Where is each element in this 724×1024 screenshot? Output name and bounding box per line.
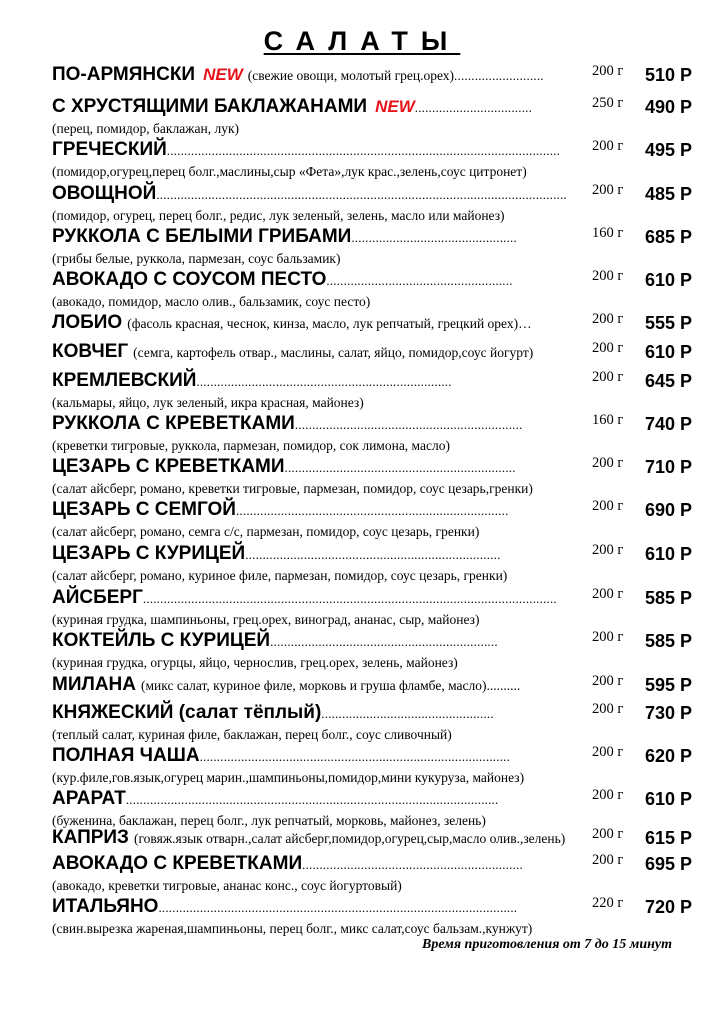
menu-item-weight: 160 г xyxy=(592,412,624,428)
menu-item-price: 595 Р xyxy=(644,675,692,695)
dot-leader: ...................................................... xyxy=(326,273,513,288)
menu-item-header xyxy=(52,339,692,365)
menu-item-header xyxy=(52,628,692,654)
preparation-time-note: Время приготовления от 7 до 15 минут xyxy=(422,937,672,952)
dot-leader: .................................................................. xyxy=(294,417,523,432)
menu-item-header xyxy=(52,137,692,163)
menu-item-weight: 200 г xyxy=(592,542,624,558)
menu-item xyxy=(52,497,692,540)
menu-item-title-line xyxy=(52,339,612,365)
menu-item-weight: 250 г xyxy=(592,95,624,111)
menu-item-price: 645 Р xyxy=(644,371,692,391)
menu-item-header xyxy=(52,851,692,877)
menu-item xyxy=(52,267,692,310)
menu-item-title-line xyxy=(52,851,612,877)
menu-item-description: (салат айсберг, романо, куриное филе, пармезан, помидор, соус цезарь, гренки) xyxy=(52,568,508,583)
dot-leader: ................................................................ xyxy=(302,857,523,872)
dot-leader: .................................. xyxy=(414,100,533,115)
dot-leader: ............................................................................................................ xyxy=(125,792,499,807)
dot-leader: .......................... xyxy=(454,68,544,83)
page-title: САЛАТЫ xyxy=(263,26,461,56)
menu-item-price: 610 Р xyxy=(644,789,692,809)
menu-item-name: МИЛАНА xyxy=(52,674,136,695)
menu-item-title-line xyxy=(52,541,612,567)
menu-item-description: (свин.вырезка жареная,шампиньоны, перец болг., микс салат,соус бальзам.,кунжут) xyxy=(52,921,533,936)
menu-item-name: ГРЕЧЕСКИЙ xyxy=(52,139,167,160)
menu-item-name: КНЯЖЕСКИЙ (салат тёплый) xyxy=(52,702,322,723)
menu-item xyxy=(52,672,692,698)
menu-item xyxy=(52,368,692,411)
menu-item-header xyxy=(52,786,692,812)
new-badge: NEW xyxy=(375,97,415,116)
menu-item-header xyxy=(52,700,692,726)
menu-item-description: (кальмары, яйцо, лук зеленый, икра красная, майонез) xyxy=(52,395,364,410)
menu-item-title-line xyxy=(52,267,612,293)
menu-item xyxy=(52,628,692,671)
dot-leader: .......................................................................... xyxy=(245,547,501,562)
menu-item-weight: 220 г xyxy=(592,895,624,911)
menu-item-weight: 200 г xyxy=(592,586,624,602)
menu-item-title-line xyxy=(52,894,612,920)
menu-item-name: ЛОБИО xyxy=(52,312,123,333)
menu-item-name: РУККОЛА С БЕЛЫМИ ГРИБАМИ xyxy=(52,226,352,247)
dot-leader: .................................................. xyxy=(321,706,494,721)
menu-item-name: С ХРУСТЯЩИМИ БАКЛАЖАНАМИ xyxy=(52,96,368,117)
menu-item-description: (салат айсберг, романо, семга с/с, пармезан, помидор, соус цезарь, гренки) xyxy=(52,524,480,539)
menu-item-weight: 200 г xyxy=(592,673,624,689)
menu-item-price: 555 Р xyxy=(644,313,692,333)
menu-item-price: 510 Р xyxy=(644,65,692,85)
menu-item-weight: 200 г xyxy=(592,629,624,645)
menu-item-title-line xyxy=(52,137,612,163)
menu-item-name: АВОКАДО С СОУСОМ ПЕСТО xyxy=(52,269,327,290)
menu-item-title-line xyxy=(52,454,612,480)
menu-item-header xyxy=(52,454,692,480)
menu-item-header xyxy=(52,62,692,88)
menu-item-weight: 200 г xyxy=(592,852,624,868)
menu-item xyxy=(52,894,692,937)
menu-item-name: ПОЛНАЯ ЧАША xyxy=(52,745,200,766)
menu-item-title-line xyxy=(52,224,612,250)
new-badge: NEW xyxy=(203,65,243,84)
menu-item-name: АЙСБЕРГ xyxy=(52,587,143,608)
menu-item-description: (салат айсберг, романо, креветки тигровые, пармезан, помидор, соус цезарь,гренки) xyxy=(52,481,533,496)
menu-item-title-line xyxy=(52,62,612,88)
menu-item xyxy=(52,743,692,786)
menu-item-price: 485 Р xyxy=(644,184,692,204)
menu-item-name: КОВЧЕГ xyxy=(52,341,129,362)
menu-item-price: 610 Р xyxy=(644,342,692,362)
menu-item xyxy=(52,137,692,180)
menu-item xyxy=(52,224,692,267)
menu-item-header xyxy=(52,310,692,336)
menu-item-price: 610 Р xyxy=(644,270,692,290)
menu-item-description: (куриная грудка, шампиньоны, грец.орех, виноград, ананас, сыр, майонез) xyxy=(52,612,480,627)
dot-leader: .......................................................................... xyxy=(196,374,452,389)
menu-item-name: ЦЕЗАРЬ С КУРИЦЕЙ xyxy=(52,543,246,564)
menu-item-title-line xyxy=(52,700,612,726)
menu-item-name: ЦЕЗАРЬ С КРЕВЕТКАМИ xyxy=(52,456,285,477)
menu-item-title-line xyxy=(52,585,612,611)
menu-item-title-line xyxy=(52,497,612,523)
menu-item-header xyxy=(52,181,692,207)
menu-item-weight: 200 г xyxy=(592,268,624,284)
menu-item-header xyxy=(52,224,692,250)
menu-item xyxy=(52,310,692,336)
menu-item-name: РУККОЛА С КРЕВЕТКАМИ xyxy=(52,413,295,434)
menu-item-name: ИТАЛЬЯНО xyxy=(52,896,159,917)
menu-item-name: АВОКАДО С КРЕВЕТКАМИ xyxy=(52,853,303,874)
menu-item-header xyxy=(52,94,692,120)
menu-item xyxy=(52,339,692,365)
menu-item-description: (помидор, огурец, перец болг., редис, лук зеленый, зелень, масло или майонез) xyxy=(52,208,505,223)
menu-item-name: КРЕМЛЕВСКИЙ xyxy=(52,370,197,391)
menu-item-title-line xyxy=(52,181,612,207)
menu-item-title-line xyxy=(52,94,612,120)
menu-item-description: (перец, помидор, баклажан, лук) xyxy=(52,121,240,136)
menu-item-description: (куриная грудка, огурцы, яйцо, чернослив, грец.орех, зелень, майонез) xyxy=(52,655,458,670)
menu-item-price: 730 Р xyxy=(644,703,692,723)
dot-leader: .................................................................. xyxy=(270,634,498,649)
menu-item-price: 615 Р xyxy=(644,828,692,848)
menu-item-header xyxy=(52,743,692,769)
menu-item-title-line xyxy=(52,786,612,812)
menu-item-weight: 200 г xyxy=(592,826,624,842)
dot-leader: ........................................................................................................................ xyxy=(142,591,557,606)
menu-item-name: КОКТЕЙЛЬ С КУРИЦЕЙ xyxy=(52,630,271,651)
menu-item-title-line xyxy=(52,368,612,394)
menu-item-price: 610 Р xyxy=(644,544,692,564)
menu-item xyxy=(52,94,692,137)
menu-item-price: 685 Р xyxy=(644,227,692,247)
menu-item-weight: 200 г xyxy=(592,787,624,803)
menu-item-price: 585 Р xyxy=(644,631,692,651)
menu-item-description: (авокадо, креветки тигровые, ананас конс., соус йогуртовый) xyxy=(52,878,402,893)
menu-item-price: 695 Р xyxy=(644,854,692,874)
menu-item-price: 720 Р xyxy=(644,897,692,917)
menu-item-description: (креветки тигровые, руккола, пармезан, помидор, сок лимона, масло) xyxy=(52,438,450,453)
menu-item-header xyxy=(52,368,692,394)
menu-item-title-line xyxy=(52,743,612,769)
menu-item-price: 710 Р xyxy=(644,457,692,477)
dot-leader: ........................................................................................................ xyxy=(158,900,518,915)
menu-item-ingredients: (микс салат, куриное филе, морковь и груша фламбе, масло).......... xyxy=(140,678,521,693)
menu-item-weight: 200 г xyxy=(592,182,624,198)
menu-item-price: 690 Р xyxy=(644,500,692,520)
menu-item-weight: 200 г xyxy=(592,138,624,154)
menu-item-name: ЦЕЗАРЬ С СЕМГОЙ xyxy=(52,499,236,520)
menu-item-title-line xyxy=(52,628,612,654)
menu-item-price: 620 Р xyxy=(644,746,692,766)
menu-item-price: 585 Р xyxy=(644,588,692,608)
menu-item-ingredients: (семга, картофель отвар., маслины, салат, яйцо, помидор,соус йогурт) xyxy=(133,345,534,360)
menu-item-weight: 200 г xyxy=(592,311,624,327)
menu-item-header xyxy=(52,672,692,698)
menu-item-weight: 200 г xyxy=(592,701,624,717)
menu-item-name: КАПРИЗ xyxy=(52,827,129,848)
menu-item-title-line xyxy=(52,672,612,698)
menu-item-name: ОВОЩНОЙ xyxy=(52,183,157,204)
menu-item-description: (буженина, баклажан, перец болг., лук репчатый, морковь, майонез, зелень) xyxy=(52,813,486,828)
menu-item xyxy=(52,62,692,88)
menu-item-name: ПО-АРМЯНСКИ xyxy=(52,64,196,85)
menu-item-description: (грибы белые, руккола, пармезан, соус бальзамик) xyxy=(52,251,341,266)
menu-item-header xyxy=(52,497,692,523)
menu-item-name: АРАРАТ xyxy=(52,788,126,809)
menu-item-weight: 160 г xyxy=(592,225,624,241)
dot-leader: .......................................................................................... xyxy=(199,749,511,764)
dot-leader: ................................................ xyxy=(351,230,517,245)
menu-item-title-line xyxy=(52,825,612,851)
menu-item-header xyxy=(52,585,692,611)
menu-item-weight: 200 г xyxy=(592,744,624,760)
dot-leader: .................................................................................................................. xyxy=(166,143,561,158)
menu-item-price: 495 Р xyxy=(644,140,692,160)
menu-item-description: (помидор,огурец,перец болг.,маслины,сыр «Фета»,лук крас.,зелень,соус цитронет) xyxy=(52,164,527,179)
dot-leader: ............................................................................... xyxy=(235,503,509,518)
menu-item xyxy=(52,454,692,497)
menu-item-header xyxy=(52,541,692,567)
menu-item xyxy=(52,700,692,743)
menu-item-ingredients: (говяж.язык отварн.,салат айсберг,помидор,огурец,сыр,масло олив.,зелень) xyxy=(133,831,566,846)
menu-item xyxy=(52,541,692,584)
menu-item-ingredients: (свежие овощи, молотый грец.орех) xyxy=(247,68,455,83)
menu-item-weight: 200 г xyxy=(592,340,624,356)
menu-item-description: (кур.филе,гов.язык,огурец марин.,шампиньоны,помидор,мини кукуруза, майонез) xyxy=(52,770,525,785)
menu-item-title-line xyxy=(52,310,612,336)
menu-item-weight: 200 г xyxy=(592,63,624,79)
menu-item xyxy=(52,411,692,454)
menu-item-header xyxy=(52,267,692,293)
menu-item xyxy=(52,181,692,224)
menu-item-header xyxy=(52,894,692,920)
menu-item xyxy=(52,585,692,628)
menu-item-weight: 200 г xyxy=(592,498,624,514)
menu-item-price: 740 Р xyxy=(644,414,692,434)
menu-item-weight: 200 г xyxy=(592,369,624,385)
dot-leader: ....................................................................................................................... xyxy=(156,187,567,202)
menu-item-description: (теплый салат, куриная филе, баклажан, перец болг., соус сливочный) xyxy=(52,727,452,742)
menu-item-title-line xyxy=(52,411,612,437)
dot-leader: ................................................................... xyxy=(284,460,516,475)
menu-item-header xyxy=(52,411,692,437)
menu-item-weight: 200 г xyxy=(592,455,624,471)
menu-item-description: (авокадо, помидор, масло олив., бальзамик, соус песто) xyxy=(52,294,371,309)
menu-item xyxy=(52,851,692,894)
menu-item-ingredients: (фасоль красная, чеснок, кинза, масло, лук репчатый, грецкий орех)… xyxy=(127,316,532,331)
menu-item-price: 490 Р xyxy=(644,97,692,117)
